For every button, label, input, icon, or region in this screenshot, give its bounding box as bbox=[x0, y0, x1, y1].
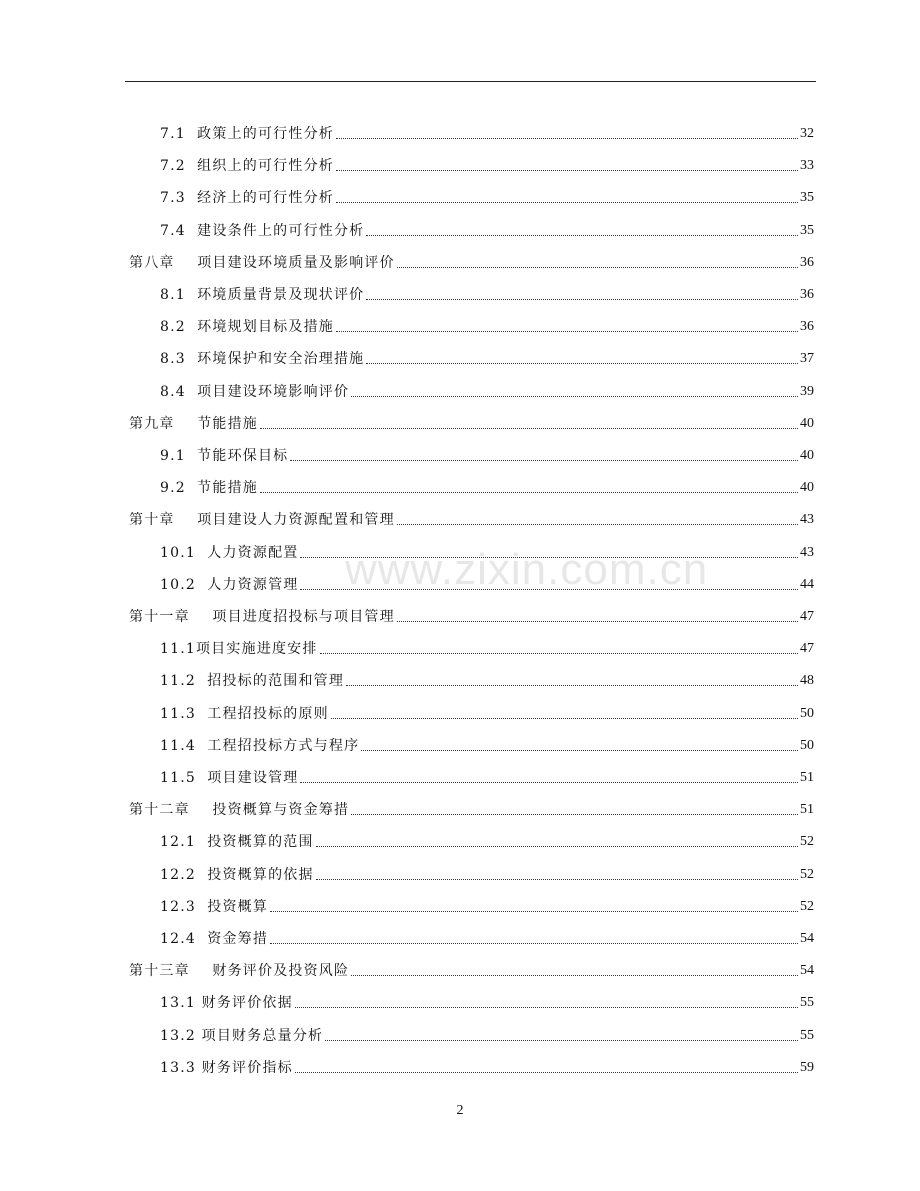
toc-entry-page: 36 bbox=[800, 254, 814, 270]
toc-entry-title: 9.2 节能措施 bbox=[160, 480, 258, 497]
toc-section-entry[interactable] bbox=[160, 1026, 814, 1046]
toc-entry-title: 11.2 招投标的范围和管理 bbox=[160, 673, 345, 690]
toc-entry-title: 7.1 政策上的可行性分析 bbox=[160, 126, 334, 142]
toc-entry-title: 13.3 财务评价指标 bbox=[160, 1059, 293, 1076]
toc-entry-title: 7.4 建设条件上的可行性分析 bbox=[160, 222, 365, 239]
toc-section-entry[interactable] bbox=[160, 736, 814, 756]
toc-entry-page: 51 bbox=[800, 770, 814, 785]
toc-section-entry[interactable] bbox=[160, 285, 814, 305]
toc-entry-title: 7.3 经济上的可行性分析 bbox=[160, 190, 334, 207]
toc-entry-title: 9.1 节能环保目标 bbox=[160, 448, 289, 464]
toc-section-entry[interactable] bbox=[160, 929, 814, 949]
toc-entry-page: 40 bbox=[800, 448, 814, 463]
toc-dot-leader bbox=[351, 814, 798, 815]
toc-entry-page: 50 bbox=[800, 737, 814, 753]
toc-dot-leader bbox=[316, 846, 798, 847]
toc-entry-page: 32 bbox=[800, 126, 814, 141]
header-rule bbox=[125, 81, 816, 82]
toc-section-entry[interactable] bbox=[160, 543, 814, 563]
toc-entry-page: 50 bbox=[800, 705, 814, 721]
toc-entry-page: 43 bbox=[800, 544, 814, 560]
toc-entry-title: 第十一章 项目进度招投标与项目管理 bbox=[129, 609, 395, 625]
toc-entry-page: 35 bbox=[800, 190, 814, 206]
toc-dot-leader bbox=[295, 1007, 798, 1008]
toc-entry-page: 36 bbox=[800, 287, 814, 302]
toc-dot-leader bbox=[300, 589, 798, 590]
toc-section-entry[interactable] bbox=[160, 478, 814, 498]
toc-entry-title: 第八章 项目建设环境质量及影响评价 bbox=[129, 254, 395, 271]
toc-dot-leader bbox=[336, 138, 798, 139]
toc-dot-leader bbox=[316, 879, 798, 880]
toc-entry-page: 54 bbox=[800, 963, 814, 979]
toc-section-entry[interactable] bbox=[160, 317, 814, 337]
toc-entry-page: 43 bbox=[800, 512, 814, 528]
toc-section-entry[interactable] bbox=[160, 349, 814, 369]
toc-entry-page: 59 bbox=[800, 1059, 814, 1075]
toc-section-entry[interactable] bbox=[160, 156, 814, 176]
toc-chapter-entry[interactable] bbox=[129, 253, 814, 273]
toc-entry-title: 8.1 环境质量背景及现状评价 bbox=[160, 287, 365, 303]
toc-dot-leader bbox=[336, 331, 798, 332]
toc-section-entry[interactable] bbox=[160, 188, 814, 208]
toc-entry-page: 39 bbox=[800, 383, 814, 399]
toc-dot-leader bbox=[351, 975, 798, 976]
toc-dot-leader bbox=[366, 299, 798, 300]
toc-section-entry[interactable] bbox=[160, 1058, 814, 1078]
toc-dot-leader bbox=[397, 621, 798, 622]
toc-section-entry[interactable] bbox=[160, 446, 814, 466]
toc-dot-leader bbox=[295, 1072, 798, 1073]
toc-entry-title: 8.3 环境保护和安全治理措施 bbox=[160, 351, 365, 368]
toc-dot-leader bbox=[331, 718, 798, 719]
page-number: 2 bbox=[456, 1103, 464, 1118]
toc-section-entry[interactable] bbox=[160, 993, 814, 1013]
toc-dot-leader bbox=[290, 460, 798, 461]
toc-entry-page: 36 bbox=[800, 319, 814, 335]
toc-entry-title: 11.1项目实施进度安排 bbox=[160, 641, 318, 658]
toc-chapter-entry[interactable] bbox=[129, 510, 814, 530]
toc-entry-page: 40 bbox=[800, 415, 814, 431]
toc-entry-title: 11.4 工程招投标方式与程序 bbox=[160, 737, 360, 754]
toc-entry-title: 8.4 项目建设环境影响评价 bbox=[160, 383, 350, 400]
toc-section-entry[interactable] bbox=[160, 124, 814, 144]
toc-entry-page: 48 bbox=[800, 673, 814, 689]
toc-entry-page: 55 bbox=[800, 995, 814, 1011]
toc-entry-title: 第九章 节能措施 bbox=[129, 415, 259, 432]
toc-entry-title: 13.2 项目财务总量分析 bbox=[160, 1027, 324, 1044]
toc-dot-leader bbox=[351, 396, 798, 397]
toc-chapter-entry[interactable] bbox=[129, 414, 814, 434]
toc-entry-page: 47 bbox=[800, 641, 814, 657]
toc-entry-page: 37 bbox=[800, 351, 814, 367]
toc-chapter-entry[interactable] bbox=[129, 607, 814, 627]
toc-section-entry[interactable] bbox=[160, 704, 814, 724]
toc-entry-page: 40 bbox=[800, 480, 814, 496]
toc-entry-page: 52 bbox=[800, 898, 814, 914]
toc-entry-title: 7.2 组织上的可行性分析 bbox=[160, 158, 334, 175]
toc-section-entry[interactable] bbox=[160, 221, 814, 241]
toc-dot-leader bbox=[366, 363, 798, 364]
toc-dot-leader bbox=[397, 524, 798, 525]
toc-entry-title: 12.3 投资概算 bbox=[160, 898, 269, 915]
toc-dot-leader bbox=[397, 267, 798, 268]
toc-entry-title: 11.5 项目建设管理 bbox=[160, 770, 299, 786]
toc-entry-page: 33 bbox=[800, 158, 814, 174]
toc-section-entry[interactable] bbox=[160, 897, 814, 917]
toc-dot-leader bbox=[361, 750, 798, 751]
toc-entry-page: 55 bbox=[800, 1027, 814, 1043]
toc-entry-page: 47 bbox=[800, 609, 814, 624]
toc-dot-leader bbox=[300, 557, 798, 558]
toc-dot-leader bbox=[336, 170, 798, 171]
toc-entry-page: 51 bbox=[800, 802, 814, 818]
toc-dot-leader bbox=[336, 202, 798, 203]
toc-section-entry[interactable] bbox=[160, 671, 814, 691]
toc-entry-title: 10.2 人力资源管理 bbox=[160, 576, 299, 593]
toc-entry-page: 52 bbox=[800, 834, 814, 850]
toc-entry-title: 12.2 投资概算的依据 bbox=[160, 866, 314, 883]
toc-section-entry[interactable] bbox=[160, 832, 814, 852]
toc-entry-title: 12.4 资金筹措 bbox=[160, 931, 269, 947]
toc-chapter-entry[interactable] bbox=[129, 800, 814, 820]
toc-dot-leader bbox=[300, 782, 798, 783]
toc-entry-title: 第十二章 投资概算与资金筹措 bbox=[129, 802, 350, 819]
toc-dot-leader bbox=[366, 235, 798, 236]
toc-entry-title: 第十三章 财务评价及投资风险 bbox=[129, 963, 350, 980]
toc-chapter-entry[interactable] bbox=[129, 961, 814, 981]
toc-dot-leader bbox=[270, 911, 798, 912]
toc-section-entry[interactable] bbox=[160, 865, 814, 885]
toc-entry-title: 第十章 项目建设人力资源配置和管理 bbox=[129, 512, 395, 529]
toc-dot-leader bbox=[260, 492, 798, 493]
toc-section-entry[interactable] bbox=[160, 768, 814, 788]
toc-entry-page: 35 bbox=[800, 222, 814, 238]
watermark: www.zixin.com.cn bbox=[345, 545, 709, 594]
toc-entry-title: 13.1 财务评价依据 bbox=[160, 995, 293, 1012]
toc-entry-title: 11.3 工程招投标的原则 bbox=[160, 705, 329, 722]
toc-dot-leader bbox=[270, 943, 798, 944]
toc-entry-page: 54 bbox=[800, 931, 814, 946]
toc-entry-page: 52 bbox=[800, 866, 814, 882]
toc-dot-leader bbox=[320, 653, 798, 654]
toc-section-entry[interactable] bbox=[160, 382, 814, 402]
toc-dot-leader bbox=[346, 685, 798, 686]
toc-entry-title: 12.1 投资概算的范围 bbox=[160, 834, 314, 851]
toc-section-entry[interactable] bbox=[160, 639, 814, 659]
toc-entry-title: 10.1 人力资源配置 bbox=[160, 544, 299, 561]
toc-section-entry[interactable] bbox=[160, 575, 814, 595]
toc-entry-title: 8.2 环境规划目标及措施 bbox=[160, 319, 334, 336]
toc-dot-leader bbox=[260, 428, 798, 429]
toc-entry-page: 44 bbox=[800, 576, 814, 592]
toc-dot-leader bbox=[325, 1040, 798, 1041]
